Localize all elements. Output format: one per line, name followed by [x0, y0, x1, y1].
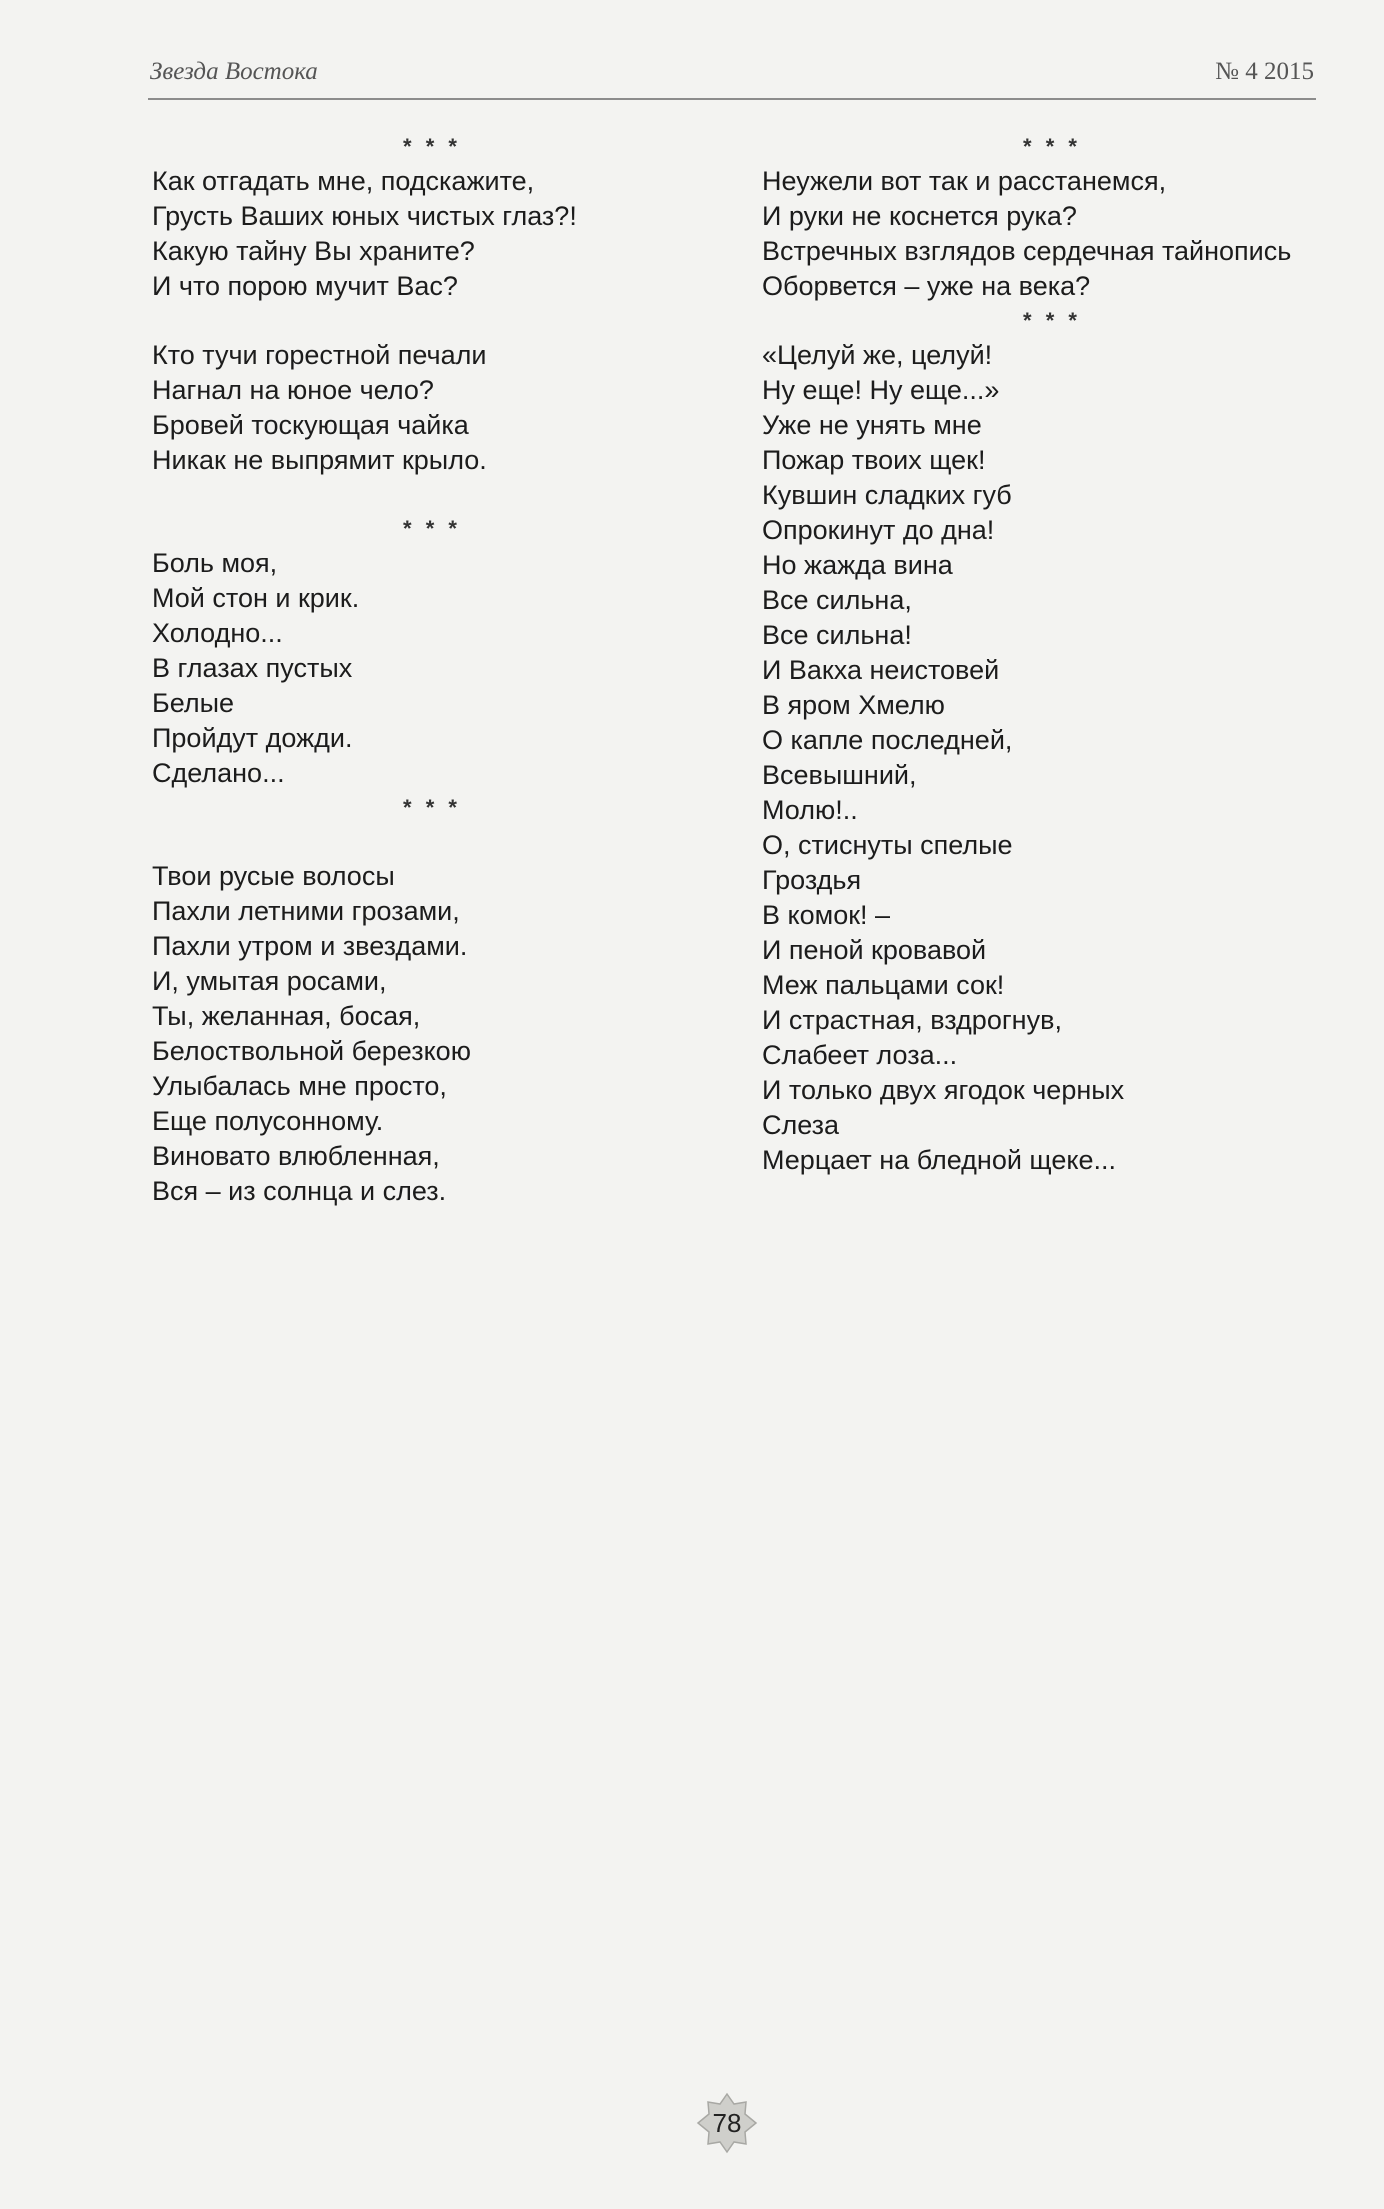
poem-line: Слабеет лоза... [762, 1040, 958, 1070]
poem-line: Ты, желанная, босая, [152, 1001, 421, 1031]
poem-line: Кто тучи горестной печали [152, 340, 487, 370]
poem-line: Пахли утром и звездами. [152, 931, 468, 961]
stanza-separator: * * * [403, 134, 461, 159]
poem-line: Все сильна, [762, 585, 912, 615]
poem-line: Неужели вот так и расстанемся, [762, 166, 1167, 196]
poem-line: В комок! – [762, 900, 891, 930]
poem-line: Улыбалась мне просто, [152, 1071, 447, 1101]
poem-line: Еще полусонному. [152, 1106, 384, 1136]
poem-line: Оборвется – уже на века? [762, 271, 1091, 301]
poem-line: Встречных взглядов сердечная тайнопись [762, 236, 1292, 266]
poem-line: «Целуй же, целуй! [762, 340, 993, 370]
poem-line: И пеной кровавой [762, 935, 987, 965]
issue-number: № 4 2015 [1215, 58, 1314, 85]
poem-line: Грусть Ваших юных чистых глаз?! [152, 201, 577, 231]
poem-line: В яром Хмелю [762, 690, 945, 720]
poem-line: О капле последней, [762, 725, 1013, 755]
poem-line: Боль моя, [152, 548, 278, 578]
poem-line: Никак не выпрямит крыло. [152, 445, 487, 475]
poem-line: И Вакха неистовей [762, 655, 1000, 685]
poem-line: Мерцает на бледной щеке... [762, 1145, 1116, 1175]
page-number-badge [696, 2092, 758, 2154]
poem-line: Какую тайну Вы храните? [152, 236, 475, 266]
stanza-separator: * * * [403, 516, 461, 541]
page-number: 78 [712, 2108, 742, 2138]
poem-line: Белоствольной березкою [152, 1036, 471, 1066]
poem-line: Но жажда вина [762, 550, 953, 580]
poem-line: И руки не коснется рука? [762, 201, 1077, 231]
poem-line: Холодно... [152, 618, 283, 648]
poem-line: Опрокинут до дна! [762, 515, 995, 545]
poem-line: В глазах пустых [152, 653, 353, 683]
poem-line: О, стиснуты спелые [762, 830, 1013, 860]
poem-line: Белые [152, 688, 235, 718]
poem-line: Как отгадать мне, подскажите, [152, 166, 535, 196]
poem-line: Гроздья [762, 865, 862, 895]
stanza-gap [152, 825, 712, 859]
stanza-separator: * * * [403, 795, 461, 820]
stanza-separator: * * * [1023, 134, 1081, 159]
poem-line: Ну еще! Ну еще...» [762, 375, 1000, 405]
poem-line: Кувшин сладких губ [762, 480, 1012, 510]
poem-line: Нагнал на юное чело? [152, 375, 434, 405]
poem-line: Пахли летними грозами, [152, 896, 460, 926]
stanza-gap [152, 478, 712, 512]
poem-line: Вся – из солнца и слез. [152, 1176, 447, 1206]
poem-line: И только двух ягодок черных [762, 1075, 1125, 1105]
poem-line: Твои русые волосы [152, 861, 395, 891]
stanza-gap [152, 304, 712, 338]
poem-line: Мой стон и крик. [152, 583, 360, 613]
poem-column-right [762, 130, 1342, 1178]
poem-column-left [152, 130, 712, 1209]
poem-line: И, умытая росами, [152, 966, 387, 996]
journal-title: Звезда Востока [150, 58, 318, 85]
poem-line: Сделано... [152, 758, 285, 788]
poem-line: Всевышний, [762, 760, 917, 790]
poem-line: Пожар твоих щек! [762, 445, 986, 475]
poem-line: И страстная, вздрогнув, [762, 1005, 1062, 1035]
poem-line: Молю!.. [762, 795, 858, 825]
poem-line: Меж пальцами сок! [762, 970, 1005, 1000]
poem-line: Виновато влюбленная, [152, 1141, 440, 1171]
stanza-separator: * * * [1023, 308, 1081, 333]
poem-line: Пройдут дожди. [152, 723, 353, 753]
running-header [148, 58, 1316, 100]
poem-line: Бровей тоскующая чайка [152, 410, 469, 440]
poem-line: Слеза [762, 1110, 840, 1140]
poem-line: Уже не унять мне [762, 410, 982, 440]
poem-line: И что порою мучит Вас? [152, 271, 458, 301]
poem-line: Все сильна! [762, 620, 912, 650]
